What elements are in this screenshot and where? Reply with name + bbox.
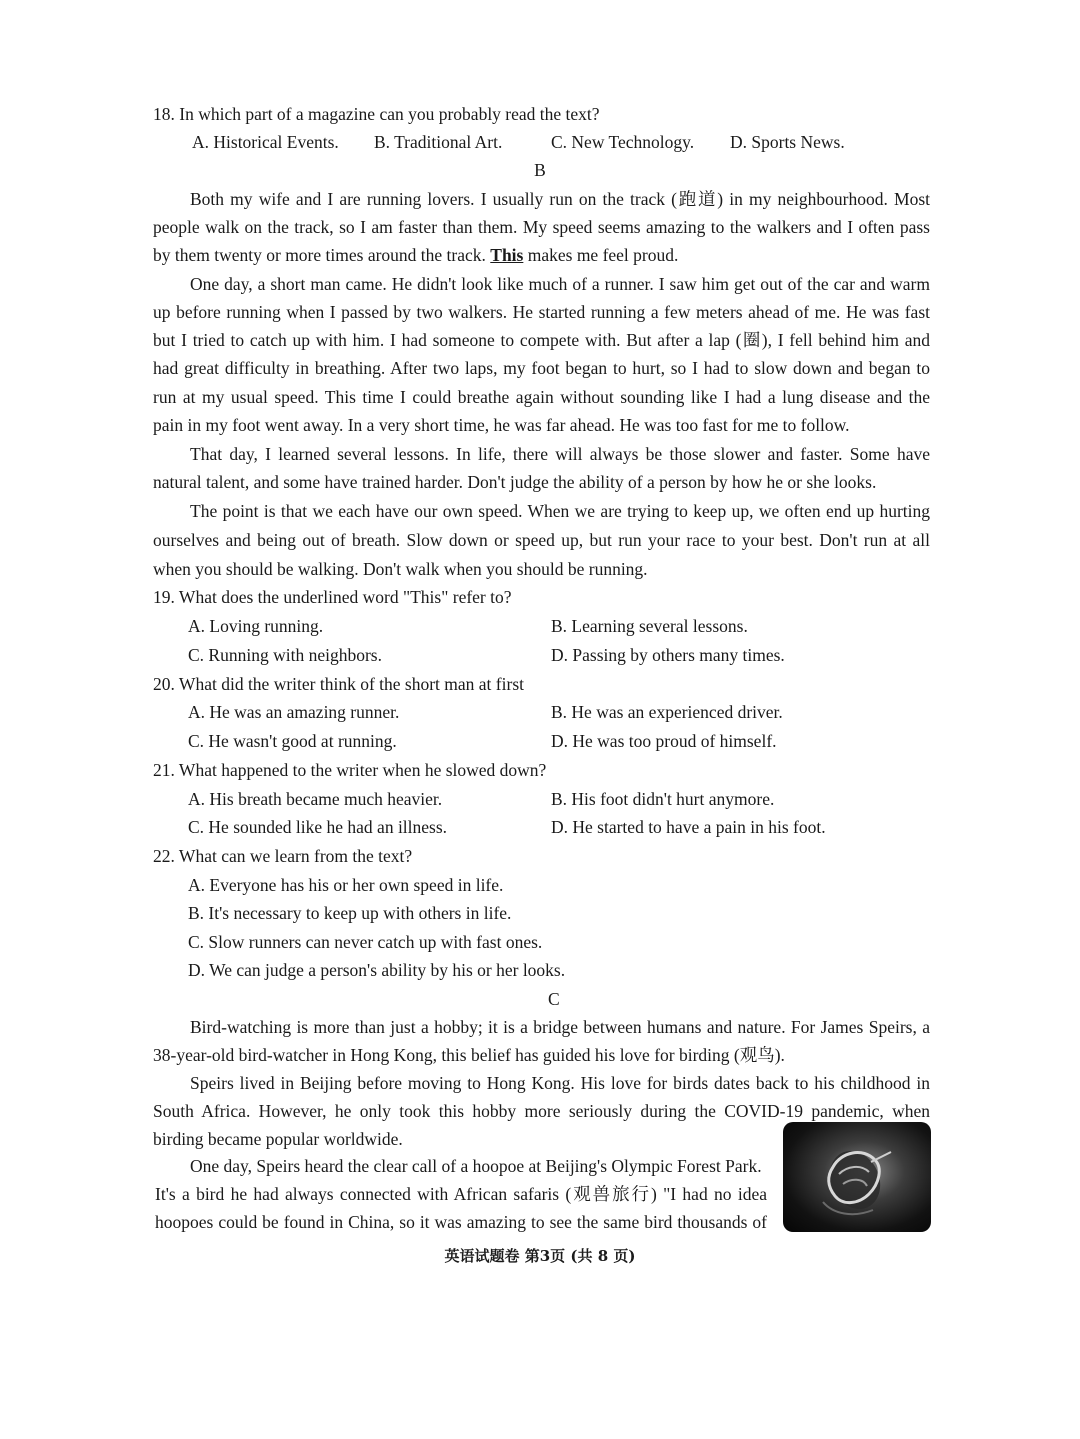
passage-b-line: when you should be walking. Don't walk when you should be running. — [153, 559, 648, 579]
passage-c-line: 38-year-old bird-watcher in Hong Kong, this belief has guided his love for birding (观鸟). — [153, 1045, 785, 1065]
passage-b-line: but I tried to catch up with him. I had someone to compete with. But after a lap (圈), I fell behind him and — [153, 330, 930, 350]
q22-option-c: C. Slow runners can never catch up with fast ones. — [188, 932, 543, 952]
passage-b-line: natural talent, and some have trained harder. Don't judge the ability of a person by how he or she looks. — [153, 472, 877, 492]
q18-option-d: D. Sports News. — [730, 132, 845, 152]
passage-b-heading: B — [534, 160, 546, 180]
q19-option-a: A. Loving running. — [188, 616, 324, 636]
passage-b-line — [153, 243, 678, 267]
passage-c-line: Speirs lived in Beijing before moving to Hong Kong. His love for birds dates back to his childhood in — [190, 1073, 930, 1093]
q19-option-d: D. Passing by others many times. — [551, 645, 785, 665]
q20-option-c: C. He wasn't good at running. — [188, 731, 397, 751]
q19-option-c: C. Running with neighbors. — [188, 645, 382, 665]
passage-b-line: Both my wife and I are running lovers. I usually run on the track (跑道) in my neighbourhood. Most — [190, 189, 930, 209]
q19-option-b: B. Learning several lessons. — [551, 616, 748, 636]
page-footer: 英语试题卷 第3页 (共 8 页) — [444, 1247, 636, 1265]
q21-stem: 21. What happened to the writer when he slowed down? — [153, 760, 547, 780]
passage-c-line: birding became popular worldwide. — [153, 1129, 403, 1149]
passage-b-line: up before running when I passed by two walkers. He started running a few meters ahead of me. He was fast — [153, 302, 930, 322]
passage-c-line: One day, Speirs heard the clear call of a hoopoe at Beijing's Olympic Forest Park. — [190, 1156, 762, 1176]
passage-c-line: hoopoes could be found in China, so it was amazing to see the same bird thousands of — [155, 1212, 767, 1232]
passage-c-line: It's a bird he had always connected with African safaris (观兽旅行) "I had no idea — [155, 1184, 767, 1204]
passage-c-heading: C — [548, 989, 560, 1009]
q18-option-b: B. Traditional Art. — [374, 132, 503, 152]
passage-b-text: makes me feel proud. — [523, 245, 679, 265]
passage-b-line: The point is that we each have our own speed. When we are trying to keep up, we often end up hurting — [190, 501, 930, 521]
q22-stem: 22. What can we learn from the text? — [153, 846, 413, 866]
q21-option-c: C. He sounded like he had an illness. — [188, 817, 448, 837]
passage-b-line: ourselves and being out of breath. Slow down or speed up, but run your race to your best. Don't run at all — [153, 530, 930, 550]
q22-option-d: D. We can judge a person's ability by his or her looks. — [188, 960, 566, 980]
q20-option-d: D. He was too proud of himself. — [551, 731, 777, 751]
q21-option-d: D. He started to have a pain in his foot. — [551, 817, 826, 837]
q18-option-a: A. Historical Events. — [192, 132, 339, 152]
q20-option-b: B. He was an experienced driver. — [551, 702, 783, 722]
q21-option-a: A. His breath became much heavier. — [188, 789, 443, 809]
q21-option-b: B. His foot didn't hurt anymore. — [551, 789, 775, 809]
passage-b-line: people walk on the track, so I am faster than them. My speed seems amazing to the walkers and I often pass — [153, 217, 930, 237]
q19-stem: 19. What does the underlined word "This" refer to? — [153, 587, 512, 607]
q22-option-b: B. It's necessary to keep up with others in life. — [188, 903, 512, 923]
underlined-word-this: This — [490, 245, 524, 265]
passage-b-text: by them twenty or more times around the track. — [153, 245, 486, 265]
passage-c-line: Bird-watching is more than just a hobby; it is a bridge between humans and nature. For James Speirs, a — [190, 1017, 930, 1037]
q18-option-c: C. New Technology. — [551, 132, 695, 152]
q18-stem: 18. In which part of a magazine can you probably read the text? — [153, 104, 600, 124]
q20-option-a: A. He was an amazing runner. — [188, 702, 400, 722]
passage-b-line: had great difficulty in breathing. After two laps, my foot began to hurt, so I had to slow down and began to — [153, 358, 930, 378]
q20-stem: 20. What did the writer think of the short man at first — [153, 674, 524, 694]
passage-b-line: That day, I learned several lessons. In life, there will always be those slower and faster. Some have — [190, 444, 930, 464]
q22-option-a: A. Everyone has his or her own speed in life. — [188, 875, 504, 895]
hoopoe-bird-photo — [783, 1122, 931, 1232]
passage-c-line: South Africa. However, he only took this hobby more seriously during the COVID-19 pandemic, when — [153, 1101, 930, 1121]
bird-silhouette-icon — [783, 1122, 931, 1232]
passage-b-line: pain in my foot went away. In a very short time, he was far ahead. He was too fast for me to follow. — [153, 415, 850, 435]
passage-b-line: run at my usual speed. This time I could breathe again without sounding like I had a lung disease and the — [153, 387, 930, 407]
passage-b-line: One day, a short man came. He didn't look like much of a runner. I saw him get out of the car and warm — [190, 274, 930, 294]
